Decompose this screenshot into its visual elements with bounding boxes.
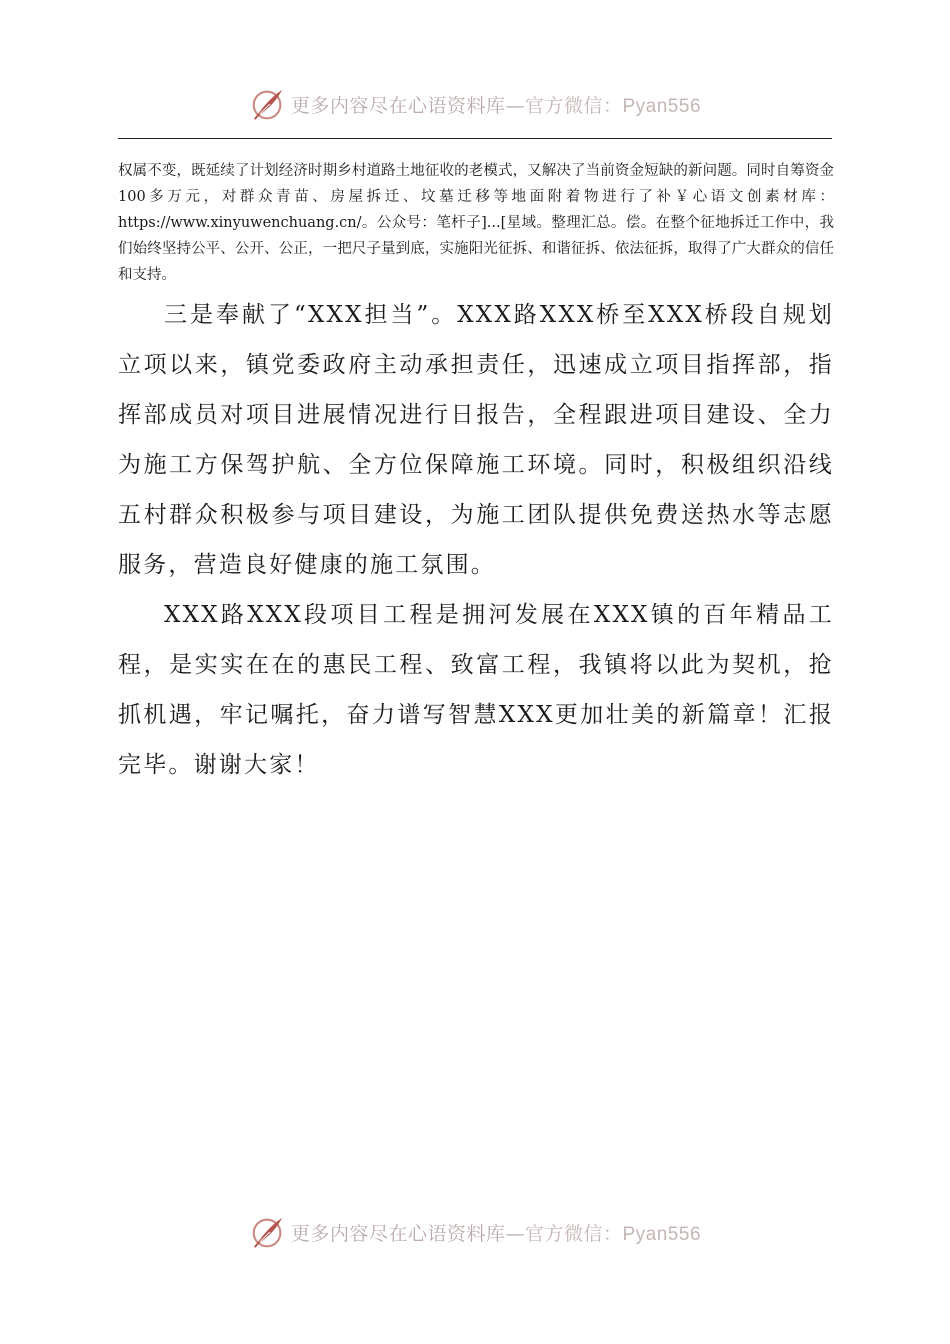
- watermark-text: 更多内容尽在心语资料库: [290, 1222, 506, 1245]
- body-paragraph: XXX路XXX段项目工程是拥河发展在XXX镇的百年精品工程，是实实在在的惠民工程、致富工程，我镇将以此为契机，抢抓机遇，牢记嘱托，奋力谱写智慧XXX更加壮美的新篇章！汇报完毕。谢谢大家！: [118, 602, 834, 778]
- body-paragraph: 三是奉献了“XXX担当”。XXX路XXX桥至XXX桥段自规划立项以来，镇党委政府主动承担责任，迅速成立项目指挥部，指挥部成员对项目进展情况进行日报告，全程跟进项目建设、全力为施工方保驾护航、全方位保障施工环境。同时，积极组织沿线五村群众积极参与项目建设，为施工团队提供免费送热水等志愿服务，营造良好健康的施工氛围。: [118, 302, 834, 578]
- header-divider: [118, 138, 832, 139]
- small-paragraph-text: 权属不变，既延续了计划经济时期乡村道路土地征收的老模式，又解决了当前资金短缺的新问题。同时自筹资金100多万元，对群众青苗、房屋拆迁、坟墓迁移等地面附着物进行了补￥心语文创素材库：https://www.xinyuwenchuang.cn/。公众号：笔杆子]...[星域。整理汇总。偿。在整个征地拆迁工作中，我们始终坚持公平、公开、公正，一把尺子量到底，实施阳光征拆、和谐征拆、依法征拆，取得了广大群众的信任和支持。: [118, 163, 834, 283]
- quill-circle-logo-icon: [249, 85, 287, 123]
- document-body: [118, 290, 834, 790]
- watermark-separator: —: [505, 94, 525, 117]
- watermark-wechat: 官方微信：Pyan556: [525, 1223, 702, 1245]
- watermark-text: 更多内容尽在心语资料库: [290, 94, 506, 117]
- header-watermark: [0, 82, 950, 126]
- footer-watermark: [0, 1210, 950, 1254]
- watermark-wechat: 官方微信：Pyan556: [525, 95, 702, 117]
- quill-circle-logo-icon: [249, 1213, 287, 1251]
- continuation-paragraph: [118, 158, 834, 288]
- watermark-separator: —: [505, 1222, 525, 1245]
